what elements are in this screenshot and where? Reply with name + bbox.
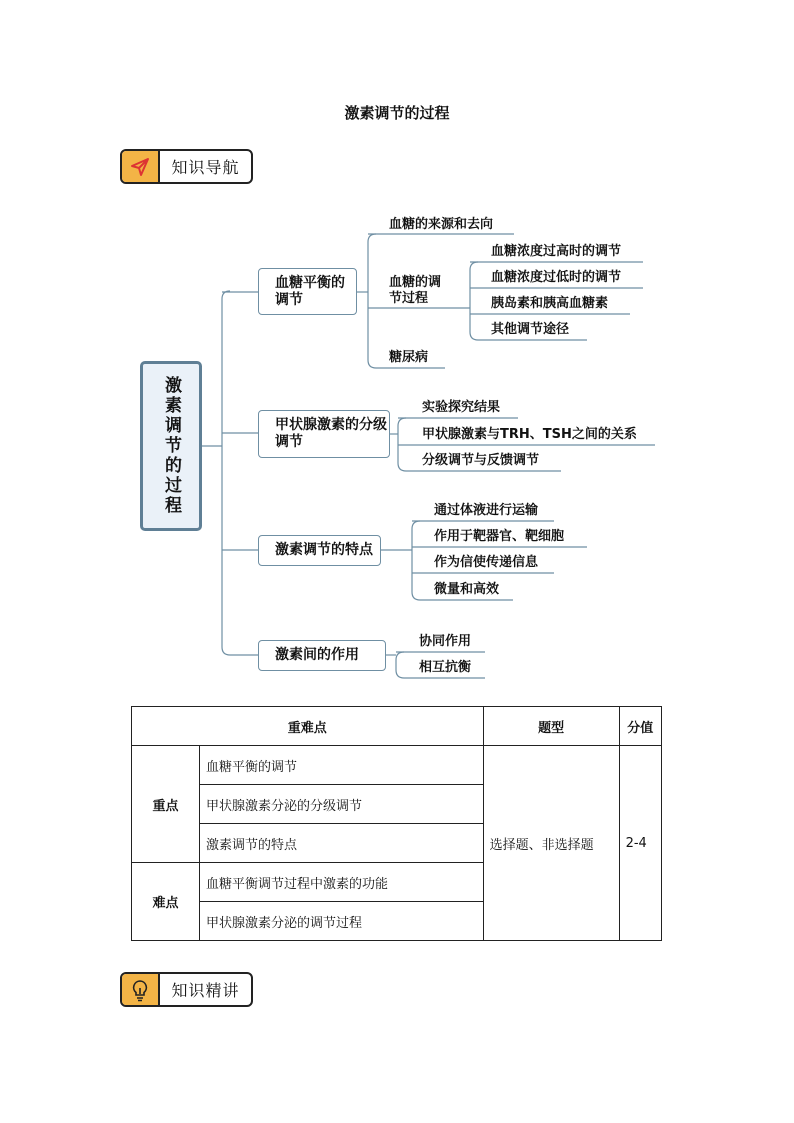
mindmap-branch-thyroid: 甲状腺激素的分级调节 [258, 410, 390, 458]
mindmap-leaf: 作用于靶器官、靶细胞 [434, 529, 565, 544]
table-row [132, 746, 662, 785]
mindmap-leaf: 甲状腺激素与TRH、TSH之间的关系 [422, 427, 637, 442]
mindmap-leaf: 微量和高效 [434, 582, 500, 597]
mindmap-leaf: 通过体液进行运输 [434, 503, 539, 518]
group-cell: 难点 [132, 863, 200, 941]
table-header-row [132, 707, 662, 746]
score-cell: 2-4 [619, 746, 661, 941]
item-cell: 甲状腺激素分泌的分级调节 [200, 785, 484, 824]
section-badge-detail [120, 972, 253, 1007]
mindmap-root: 激素调节的过程 [140, 361, 202, 531]
mindmap-leaf: 胰岛素和胰高血糖素 [491, 296, 609, 311]
mindmap-branch-interaction: 激素间的作用 [258, 640, 386, 671]
header-cell: 分值 [619, 707, 661, 746]
section-label: 知识导航 [171, 158, 240, 177]
group-cell: 重点 [132, 746, 200, 863]
mindmap-leaf: 其他调节途径 [491, 322, 570, 337]
page-title: 激素调节的过程 [344, 104, 450, 122]
mindmap-leaf: 相互抗衡 [419, 660, 472, 675]
mindmap-leaf: 糖尿病 [389, 350, 429, 365]
type-cell: 选择题、非选择题 [483, 746, 619, 941]
key-points-table [131, 706, 662, 941]
mindmap-leaf: 血糖浓度过低时的调节 [491, 270, 622, 285]
mindmap-leaf: 作为信使传递信息 [434, 555, 539, 570]
mindmap-leaf: 协同作用 [419, 634, 472, 649]
mindmap-leaf: 血糖的来源和去向 [389, 217, 494, 232]
mindmap-leaf: 血糖浓度过高时的调节 [491, 244, 622, 259]
item-cell: 血糖平衡调节过程中激素的功能 [200, 863, 484, 902]
mindmap-leaf: 血糖的调节过程 [389, 275, 442, 306]
header-cell: 重难点 [132, 707, 484, 746]
section-label: 知识精讲 [171, 981, 240, 1000]
mindmap-leaf: 实验探究结果 [422, 400, 501, 415]
item-cell: 甲状腺激素分泌的调节过程 [200, 902, 484, 941]
lightbulb-icon [122, 974, 160, 1005]
item-cell: 激素调节的特点 [200, 824, 484, 863]
mindmap-leaf: 分级调节与反馈调节 [422, 453, 540, 468]
item-cell: 血糖平衡的调节 [200, 746, 484, 785]
mindmap-branch-blood-sugar: 血糖平衡的调节 [258, 268, 357, 315]
mindmap-branch-features: 激素调节的特点 [258, 535, 381, 566]
header-cell: 题型 [483, 707, 619, 746]
